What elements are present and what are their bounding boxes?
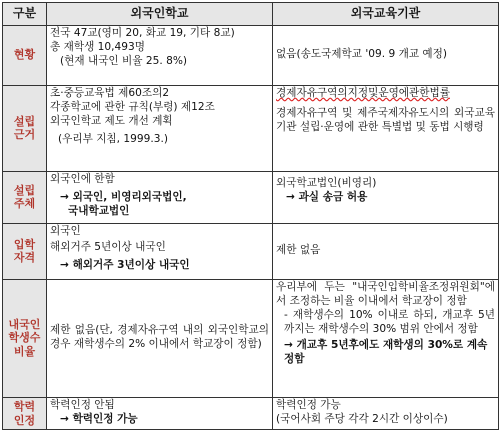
school-admission-cell bbox=[47, 223, 273, 279]
institution-founder-line: 외국학교법인(비영리) bbox=[276, 176, 377, 189]
school-accreditation-cell bbox=[47, 397, 273, 430]
school-status-line: 총 재학생 10,493명 bbox=[50, 40, 145, 53]
institution-founder-line: → 과실 송금 허용 bbox=[286, 190, 368, 203]
row-label-domestic-ratio: 내국인 학생수 비율 bbox=[3, 279, 47, 397]
institution-founder-cell bbox=[273, 171, 499, 223]
comparison-table bbox=[2, 2, 499, 430]
row-label-founder: 설립 주체 bbox=[3, 171, 47, 223]
institution-ratio-cell bbox=[273, 279, 499, 397]
school-admission-line: 해외거주 5년이상 내국인 bbox=[50, 240, 166, 253]
institution-admission-line: 제한 없음 bbox=[276, 244, 321, 257]
institution-basis-line: 경제자유구역의지정및운영에관한법률 bbox=[276, 86, 450, 99]
institution-accreditation-line: 학력인정 가능 bbox=[276, 398, 341, 411]
table-row-domestic-ratio bbox=[3, 279, 499, 397]
table-row-admission bbox=[3, 223, 499, 279]
institution-basis-cell bbox=[273, 85, 499, 171]
row-label-accreditation: 학력 인정 bbox=[3, 397, 47, 430]
school-admission-line: 외국인 bbox=[50, 224, 81, 237]
institution-ratio-line: 우리부에 두는 "내국인입학비율조정위원회"에서 조정하는 비율 이내에서 학교장이 정함 bbox=[276, 280, 495, 307]
institution-accreditation-cell bbox=[273, 397, 499, 430]
school-accreditation-line: → 학력인정 가능 bbox=[60, 412, 138, 425]
table-row-legal-basis bbox=[3, 85, 499, 171]
school-founder-line: 국내학교법인 bbox=[68, 204, 130, 217]
school-accreditation-line: 학력인정 안됨 bbox=[50, 398, 115, 411]
school-ratio-line: 제한 없음(단, 경제자유구역 내의 외국인학교의 경우 재학생수의 2% 이내에서 학교장이 정함) bbox=[50, 324, 269, 351]
header-foreign-school: 외국인학교 bbox=[47, 3, 273, 26]
school-ratio-cell bbox=[47, 279, 273, 397]
table-row-founder bbox=[3, 171, 499, 223]
institution-status-line: 없음(송도국제학교 '09. 9 개교 예정) bbox=[276, 48, 448, 61]
school-basis-line: (우리부 지침, 1999.3.) bbox=[58, 132, 168, 145]
table-row-status bbox=[3, 25, 499, 85]
school-founder-line: 외국인에 한함 bbox=[50, 172, 115, 185]
school-status-cell bbox=[47, 25, 273, 85]
institution-ratio-line: → 개교후 5년후에도 재학생의 30%로 계속 정함 bbox=[284, 338, 488, 365]
school-admission-line: → 해외거주 3년이상 내국인 bbox=[60, 258, 190, 271]
school-status-line: 전국 47교(영미 20, 화교 19, 기타 8교) bbox=[50, 26, 235, 39]
row-label-status: 현황 bbox=[3, 25, 47, 85]
school-basis-cell bbox=[47, 85, 273, 171]
school-founder-cell bbox=[47, 171, 273, 223]
school-basis-line: 초·중등교육법 제60조의2 bbox=[50, 86, 170, 99]
school-basis-line: 외국인학교 제도 개선 계획 bbox=[50, 114, 173, 127]
institution-ratio-line: - 재학생수의 10% 이내로 하되, 개교후 5년까지는 재학생수의 30% 범위 안에서 정함 bbox=[284, 308, 495, 335]
institution-status-cell bbox=[273, 25, 499, 85]
institution-basis-line: 경제자유구역 및 제주국제자유도시의 외국교육기관 설립·운영에 관한 특별법 및 동법 시행령 bbox=[276, 106, 495, 133]
school-basis-line: 각종학교에 관한 규칙(부령) 제12조 bbox=[50, 100, 215, 113]
school-founder-line: → 외국인, 비영리외국법인, bbox=[60, 190, 187, 203]
table-header-row bbox=[3, 3, 499, 26]
institution-admission-cell bbox=[273, 223, 499, 279]
row-label-legal-basis: 설립 근거 bbox=[3, 85, 47, 171]
institution-accreditation-line: (국어사회 주당 각각 2시간 이상이수) bbox=[276, 412, 448, 425]
school-status-line: (현재 내국인 비율 25. 8%) bbox=[60, 54, 188, 67]
header-foreign-institution: 외국교육기관 bbox=[273, 3, 499, 26]
row-label-admission: 입학 자격 bbox=[3, 223, 47, 279]
header-category: 구분 bbox=[3, 3, 47, 26]
table-row-accreditation bbox=[3, 397, 499, 430]
